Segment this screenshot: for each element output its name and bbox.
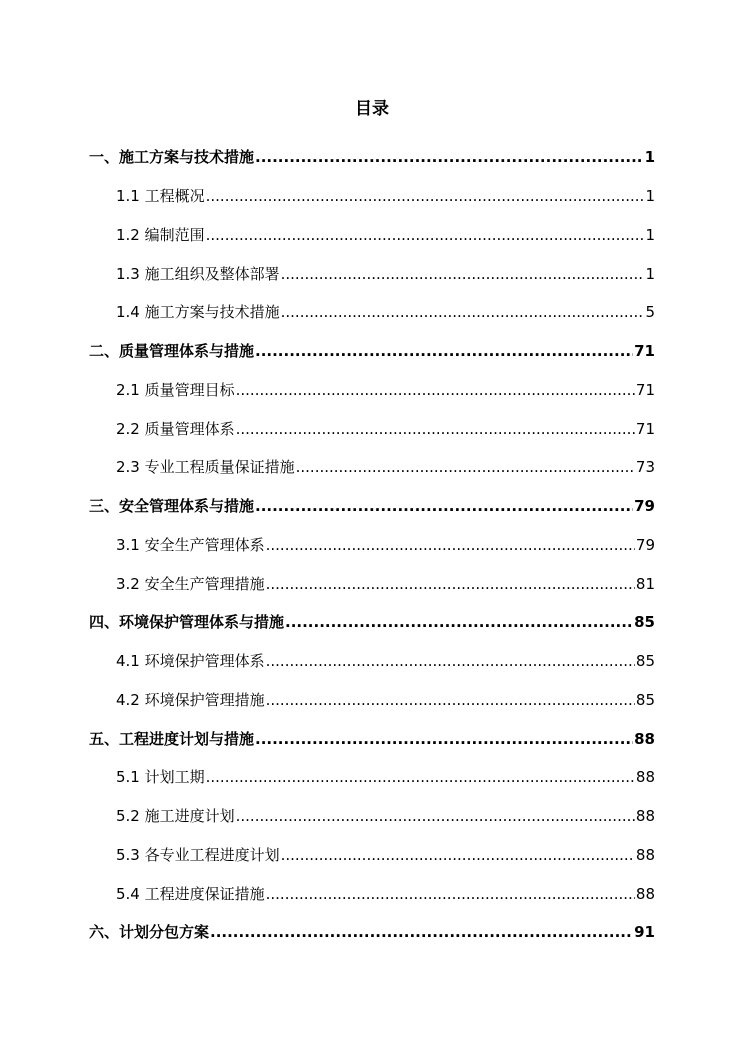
- toc-entry-label: 四、环境保护管理体系与措施: [89, 613, 285, 632]
- toc-entry-page: 71: [635, 419, 655, 438]
- toc-entry[interactable]: [0, 371, 744, 410]
- toc-entry[interactable]: [0, 293, 744, 332]
- toc-entry[interactable]: [0, 603, 744, 642]
- toc-entry-label: 2.1 质量管理目标: [116, 380, 235, 399]
- dot-leader: [255, 729, 633, 749]
- toc-entry-label: 3.1 安全生产管理体系: [116, 535, 265, 554]
- toc-entry[interactable]: [0, 719, 744, 758]
- toc-entry-page: 85: [635, 652, 655, 671]
- toc-entry-label: 2.3 专业工程质量保证措施: [116, 458, 295, 477]
- toc-entry[interactable]: [0, 526, 744, 565]
- toc-entry-label: 二、质量管理体系与措施: [89, 342, 255, 361]
- dot-leader: [266, 690, 635, 710]
- toc-entry-page: 81: [635, 574, 655, 593]
- toc-entry-label: 5.3 各专业工程进度计划: [116, 845, 280, 864]
- toc-entry[interactable]: [0, 758, 744, 797]
- toc-entry-page: 88: [635, 845, 655, 864]
- dot-leader: [236, 380, 635, 400]
- toc-entry[interactable]: [0, 216, 744, 255]
- toc-entry-label: 六、计划分包方案: [89, 923, 210, 942]
- toc-entry-page: 88: [635, 768, 655, 787]
- toc-entry[interactable]: [0, 138, 744, 177]
- dot-leader: [206, 767, 635, 787]
- dot-leader: [281, 302, 645, 322]
- toc-entry[interactable]: [0, 874, 744, 913]
- dot-leader: [266, 574, 635, 594]
- dot-leader: [281, 845, 635, 865]
- toc-entry-label: 5.4 工程进度保证措施: [116, 884, 265, 903]
- toc-entry-label: 5.1 计划工期: [116, 768, 205, 787]
- toc-entry-page: 91: [634, 923, 655, 942]
- dot-leader: [281, 264, 645, 284]
- toc-entry-label: 2.2 质量管理体系: [116, 419, 235, 438]
- dot-leader: [236, 419, 635, 439]
- toc-entry[interactable]: [0, 564, 744, 603]
- table-of-contents: [0, 138, 744, 952]
- toc-entry-page: 88: [634, 729, 655, 748]
- toc-entry-page: 85: [634, 613, 655, 632]
- toc-entry-page: 71: [635, 380, 655, 399]
- toc-entry[interactable]: [0, 913, 744, 952]
- toc-entry[interactable]: [0, 681, 744, 720]
- toc-entry-label: 三、安全管理体系与措施: [89, 497, 255, 516]
- dot-leader: [255, 496, 633, 516]
- dot-leader: [266, 651, 635, 671]
- toc-entry-page: 85: [635, 690, 655, 709]
- toc-entry[interactable]: [0, 254, 744, 293]
- toc-entry-label: 1.1 工程概况: [116, 187, 205, 206]
- toc-entry[interactable]: [0, 332, 744, 371]
- dot-leader: [206, 186, 645, 206]
- toc-entry-page: 79: [634, 497, 655, 516]
- toc-entry-page: 79: [635, 535, 655, 554]
- toc-entry-page: 1: [645, 264, 655, 283]
- toc-entry-label: 5.2 施工进度计划: [116, 807, 235, 826]
- toc-entry-label: 一、施工方案与技术措施: [89, 148, 255, 167]
- toc-entry[interactable]: [0, 409, 744, 448]
- toc-entry-page: 1: [645, 187, 655, 206]
- dot-leader: [255, 147, 644, 167]
- dot-leader: [296, 457, 635, 477]
- toc-entry-page: 71: [634, 342, 655, 361]
- toc-entry[interactable]: [0, 487, 744, 526]
- toc-entry-page: 1: [645, 225, 655, 244]
- dot-leader: [210, 922, 633, 942]
- toc-entry-label: 4.1 环境保护管理体系: [116, 652, 265, 671]
- toc-entry[interactable]: [0, 177, 744, 216]
- dot-leader: [206, 225, 645, 245]
- toc-entry[interactable]: [0, 448, 744, 487]
- toc-entry-page: 73: [635, 458, 655, 477]
- toc-entry-label: 4.2 环境保护管理措施: [116, 690, 265, 709]
- toc-entry-page: 5: [645, 303, 655, 322]
- toc-entry-label: 1.2 编制范围: [116, 225, 205, 244]
- toc-entry[interactable]: [0, 797, 744, 836]
- toc-entry-label: 1.4 施工方案与技术措施: [116, 303, 280, 322]
- toc-title: 目录: [355, 99, 389, 119]
- dot-leader: [266, 884, 635, 904]
- toc-entry-page: 88: [635, 884, 655, 903]
- toc-entry-label: 五、工程进度计划与措施: [89, 729, 255, 748]
- toc-entry-label: 3.2 安全生产管理措施: [116, 574, 265, 593]
- dot-leader: [266, 535, 635, 555]
- toc-entry[interactable]: [0, 836, 744, 875]
- toc-entry-page: 1: [644, 148, 655, 167]
- toc-entry-label: 1.3 施工组织及整体部署: [116, 264, 280, 283]
- dot-leader: [236, 806, 635, 826]
- toc-entry-page: 88: [635, 807, 655, 826]
- dot-leader: [255, 341, 633, 361]
- toc-entry[interactable]: [0, 642, 744, 681]
- dot-leader: [285, 612, 633, 632]
